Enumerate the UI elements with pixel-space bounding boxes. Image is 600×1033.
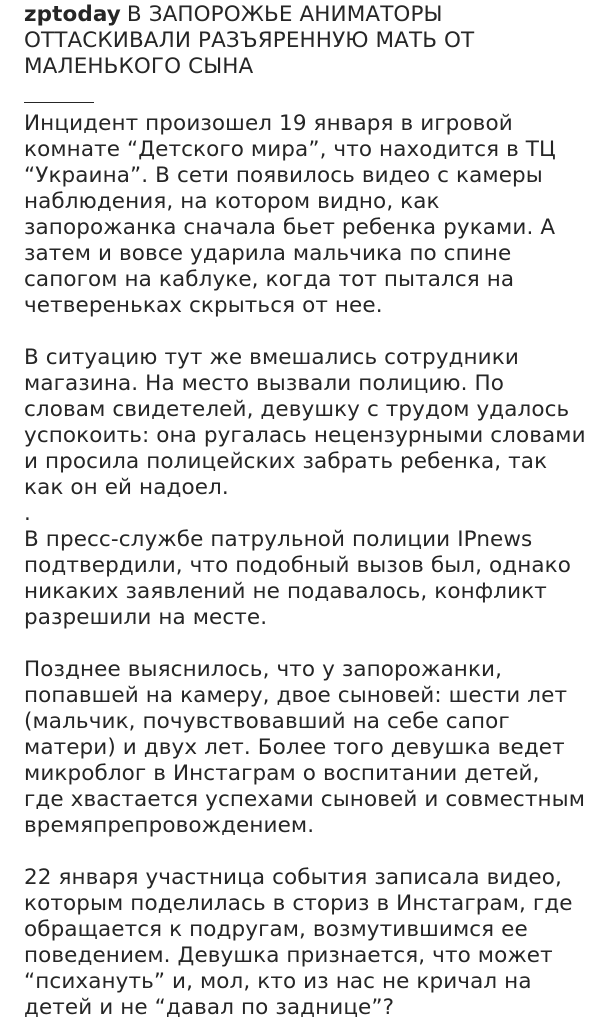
blank-line (24, 631, 586, 657)
dot-separator: . (24, 501, 31, 526)
caption-header (24, 2, 586, 80)
paragraph-4: Позднее выяснилось, что у запорожанки, попавшей на камеру, двое сыновей: шести лет (мальчик, почувствовавший на себе сапог матери) и двух лет. Более того девушка ведет микроблог в Инстаграм о воспитании детей, где хвастается успехами сыновей и совместным времяпрепровождением. (24, 657, 586, 838)
paragraph-5: 22 января участница события записала видео, которым поделилась в сториз в Инстаграм, где обращается к подругам, возмутившимся ее поведением. Девушка признается, что может “психануть” и, мол, кто из нас не кричал на детей и не “давал по заднице”? (24, 865, 573, 1020)
username-link[interactable]: zptoday (24, 2, 121, 27)
post-caption (0, 2, 600, 1033)
paragraph-1: Инцидент произошел 19 января в игровой комнате “Детского мира”, что находится в ТЦ “Украина”. В сети появилось видео с камеры наблюдения, на котором видно, как запорожанка сначала бьет ребенка руками. А затем и вовсе ударила мальчика по спине сапогом на каблуке, когда тот пытался на четвереньках скрыться от нее. (24, 111, 556, 318)
blank-line (24, 319, 586, 345)
separator-line (24, 102, 94, 103)
paragraph-3: В пресс-службе патрульной полиции IPnews подтвердили, что подобный вызов был, однако никаких заявлений не подавалось, конфликт разрешили на месте. (24, 527, 571, 630)
blank-line (24, 839, 586, 865)
paragraph-2: В ситуацию тут же вмешались сотрудники магазина. На место вызвали полицию. По словам свидетелей, девушку с трудом удалось успокоить: она ругалась нецензурными словами и просила полицейских забрать ребенка, так как он ей надоел. (24, 345, 586, 500)
headline: В ЗАПОРОЖЬЕ АНИМАТОРЫ ОТТАСКИВАЛИ РАЗЪЯРЕННУЮ МАТЬ ОТ МАЛЕНЬКОГО СЫНА (24, 2, 475, 79)
